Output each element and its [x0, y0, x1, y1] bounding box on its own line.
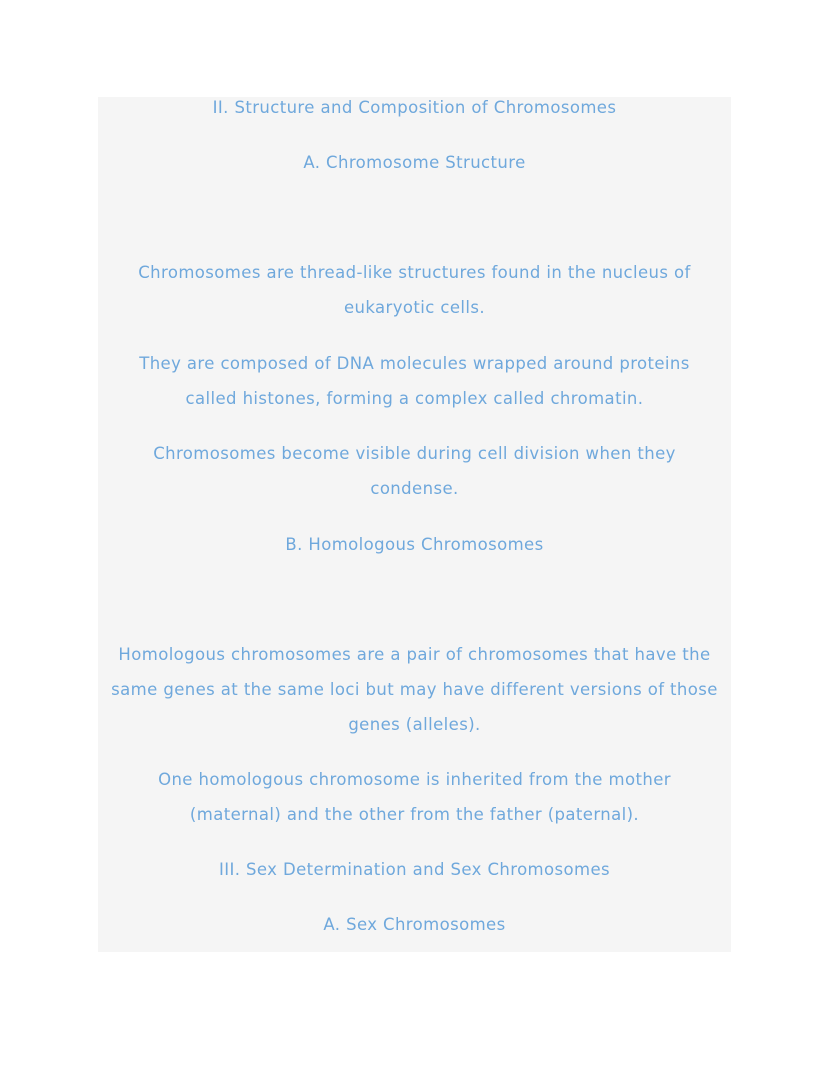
subsection-heading-chromosome-structure: A. Chromosome Structure — [303, 153, 526, 172]
paragraph-chromosome-definition: Chromosomes are thread-like structures found in the nucleus of eukaryotic cells. — [138, 263, 691, 317]
subsection-heading-sex-chromosomes: A. Sex Chromosomes — [323, 915, 506, 934]
paragraph-homologous-definition: Homologous chromosomes are a pair of chromosomes that have the same genes at the same loci but may have different versions of those genes (alleles). — [111, 645, 718, 734]
document-page — [98, 97, 731, 952]
paragraph-inheritance: One homologous chromosome is inherited from the mother (maternal) and the other from the father (paternal). — [158, 770, 671, 824]
section-heading-sex-determination: III. Sex Determination and Sex Chromosomes — [218, 860, 611, 879]
subsection-heading-homologous: B. Homologous Chromosomes — [285, 535, 544, 554]
paragraph-visible-during-division: Chromosomes become visible during cell division when they condense. — [153, 444, 676, 498]
paragraph-chromatin: They are composed of DNA molecules wrapped around proteins called histones, forming a complex called chromatin. — [139, 354, 690, 408]
section-heading-structure-composition: II. Structure and Composition of Chromosomes — [212, 98, 617, 117]
